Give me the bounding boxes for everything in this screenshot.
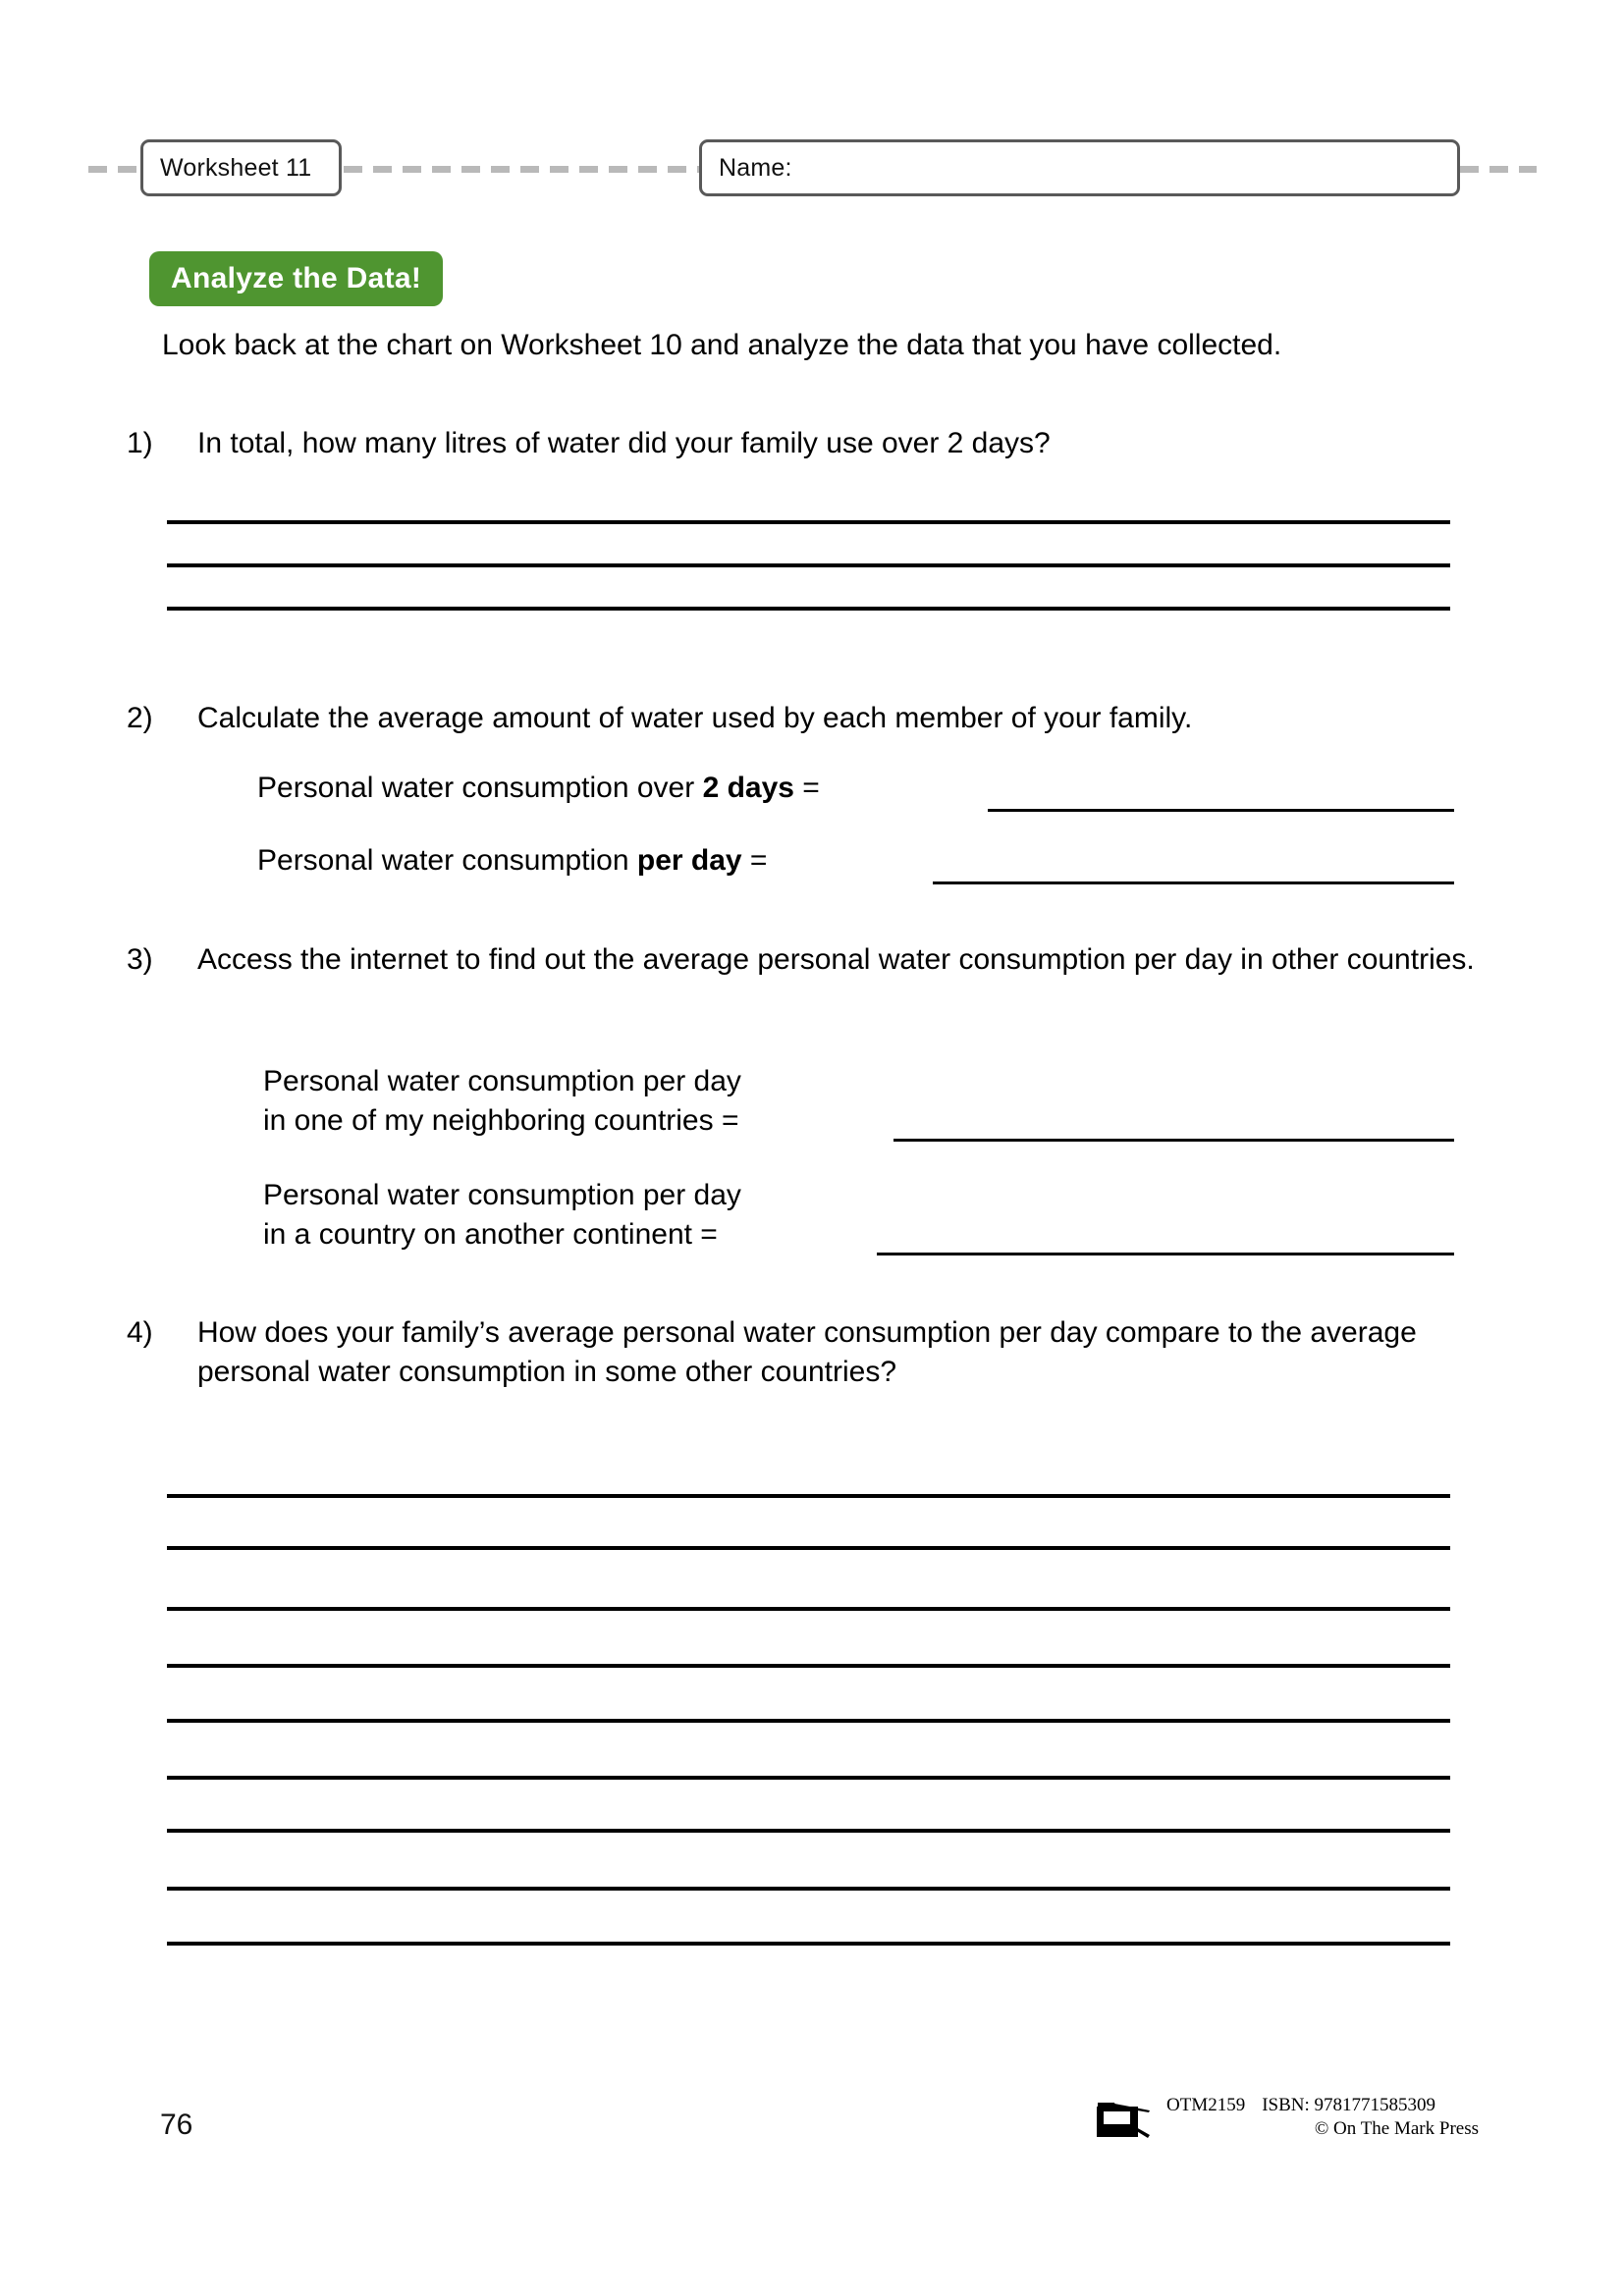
question-3 bbox=[127, 940, 1513, 980]
answer-line-q1-2[interactable] bbox=[167, 563, 1450, 567]
intro-paragraph: Look back at the chart on Worksheet 10 and analyze the data that you have collected. bbox=[162, 329, 1282, 361]
question-3-field-1-label bbox=[263, 1062, 741, 1141]
question-2 bbox=[127, 699, 1503, 738]
footer-copyright: © On The Mark Press bbox=[1314, 2118, 1479, 2139]
q3-field-2-line1: Personal water consumption per day bbox=[263, 1179, 741, 1211]
dashed-divider-right bbox=[1460, 166, 1537, 173]
dashed-divider-middle bbox=[344, 166, 707, 173]
answer-line-q4-3[interactable] bbox=[167, 1607, 1450, 1611]
q2-field-2-prefix: Personal water consumption bbox=[257, 844, 637, 877]
q3-field-1-line1: Personal water consumption per day bbox=[263, 1065, 741, 1097]
answer-line-q4-1[interactable] bbox=[167, 1494, 1450, 1498]
page-number: 76 bbox=[160, 2109, 193, 2141]
answer-line-q4-4[interactable] bbox=[167, 1664, 1450, 1668]
q2-field-1-bold: 2 days bbox=[702, 772, 794, 804]
q2-field-1-suffix: = bbox=[793, 772, 820, 804]
footer-isbn: ISBN: 9781771585309 bbox=[1262, 2095, 1436, 2115]
name-field-box[interactable] bbox=[699, 139, 1460, 196]
q2-field-1-prefix: Personal water consumption over bbox=[257, 772, 703, 804]
worksheet-header bbox=[0, 137, 1624, 196]
worksheet-label-box bbox=[140, 139, 342, 196]
question-2-number: 2) bbox=[127, 702, 153, 734]
answer-line-q1-3[interactable] bbox=[167, 607, 1450, 611]
answer-blank-q2-1[interactable] bbox=[988, 809, 1454, 812]
question-3-text: Access the internet to find out the average personal water consumption per day in other countries. bbox=[197, 943, 1475, 976]
answer-line-q4-8[interactable] bbox=[167, 1887, 1450, 1891]
answer-line-q4-2[interactable] bbox=[167, 1546, 1450, 1550]
footer-product-code: OTM2159 bbox=[1166, 2095, 1246, 2115]
q2-field-2-suffix: = bbox=[741, 844, 768, 877]
footer-imprint bbox=[1093, 2094, 1486, 2163]
question-4-text: How does your family’s average personal water consumption per day compare to the average personal water consumption in some other countries? bbox=[197, 1316, 1417, 1388]
answer-line-q4-5[interactable] bbox=[167, 1719, 1450, 1723]
footer-meta bbox=[1166, 2094, 1481, 2141]
answer-line-q4-7[interactable] bbox=[167, 1829, 1450, 1833]
footer-line-1 bbox=[1166, 2094, 1481, 2117]
press-logo-icon bbox=[1093, 2096, 1154, 2145]
answer-blank-q2-2[interactable] bbox=[933, 881, 1454, 884]
question-1-text: In total, how many litres of water did your family use over 2 days? bbox=[197, 427, 1051, 459]
question-1-number: 1) bbox=[127, 427, 153, 459]
question-4 bbox=[127, 1313, 1493, 1392]
question-3-field-2-label bbox=[263, 1176, 741, 1255]
question-1 bbox=[127, 424, 1493, 463]
question-4-number: 4) bbox=[127, 1316, 153, 1349]
question-2-field-2-label bbox=[257, 841, 767, 881]
worksheet-label-text: Worksheet 11 bbox=[160, 153, 312, 182]
q2-field-2-bold: per day bbox=[636, 844, 742, 877]
answer-line-q1-1[interactable] bbox=[167, 520, 1450, 524]
q3-field-1-line2: in one of my neighboring countries = bbox=[263, 1104, 739, 1137]
question-2-text: Calculate the average amount of water used by each member of your family. bbox=[197, 702, 1193, 734]
question-3-number: 3) bbox=[127, 943, 153, 976]
q3-field-2-line2: in a country on another continent = bbox=[263, 1218, 718, 1251]
answer-line-q4-6[interactable] bbox=[167, 1776, 1450, 1780]
name-field-label: Name: bbox=[719, 153, 792, 182]
answer-line-q4-9[interactable] bbox=[167, 1942, 1450, 1946]
section-badge bbox=[149, 251, 443, 306]
section-badge-label: Analyze the Data! bbox=[171, 262, 422, 294]
answer-blank-q3-1[interactable] bbox=[893, 1139, 1454, 1142]
answer-blank-q3-2[interactable] bbox=[877, 1253, 1454, 1255]
question-2-field-1-label bbox=[257, 769, 820, 808]
